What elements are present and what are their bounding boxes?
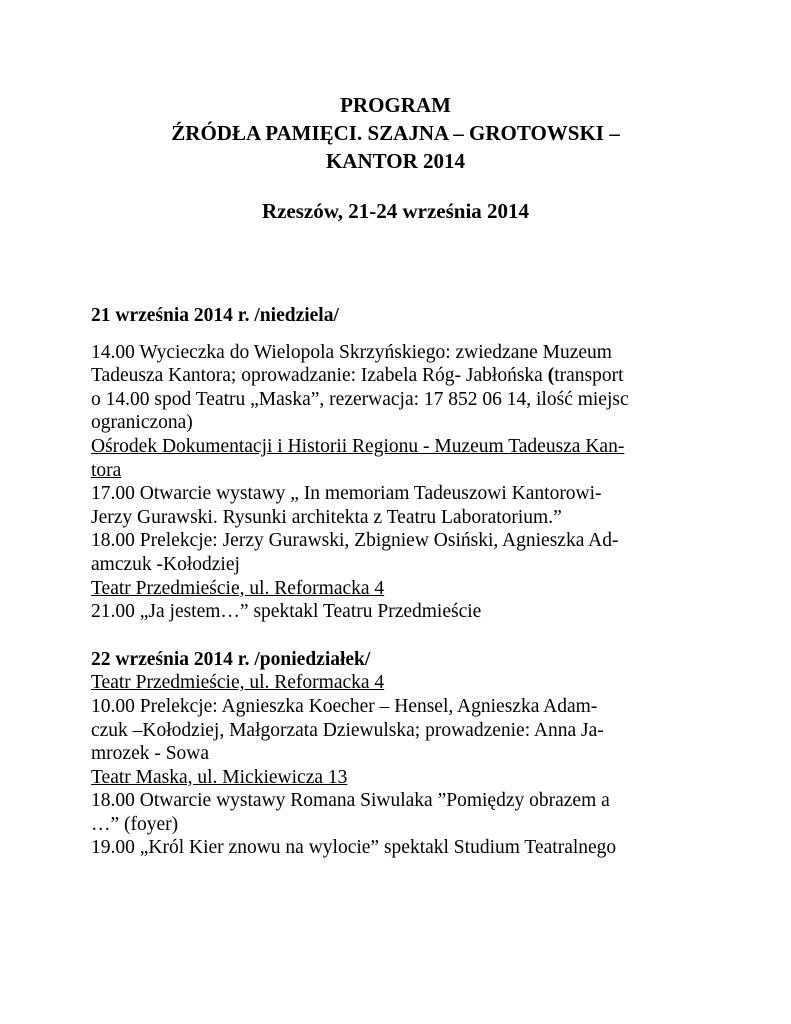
- festival-title-continued: KANTOR 2014: [325, 149, 466, 173]
- day2-event1-line3: mrozek - Sowa: [91, 743, 210, 765]
- day2-event1-line1: 10.00 Prelekcje: Agnieszka Koecher – Hensel, Agnieszka Adam-: [91, 695, 598, 717]
- day2-heading: 22 września 2014 r. /poniedziałek/: [91, 648, 371, 670]
- day1-heading: 21 września 2014 r. /niedziela/: [91, 305, 339, 326]
- day1-event2-line2: Jerzy Gurawski. Rysunki architekta z Teatru Laboratorium.”: [91, 506, 562, 528]
- day2-event2-line2: …” (foyer): [91, 813, 179, 835]
- day1-venue1-line1: Ośrodek Dokumentacji i Historii Regionu - Muzeum Tadeusza Kan-: [91, 435, 625, 457]
- day1-event3-line2: amczuk -Kołodziej: [91, 553, 240, 575]
- day1-event1-line2-end: transport: [554, 365, 624, 387]
- day2-event2-line1: 18.00 Otwarcie wystawy Romana Siwulaka ”Pomiędzy obrazem a: [91, 790, 610, 812]
- day1-event2-line1: 17.00 Otwarcie wystawy „ In memoriam Tadeuszowi Kantorowi-: [91, 483, 602, 505]
- day1-venue2: Teatr Przedmieście, ul. Reformacka 4: [91, 577, 385, 599]
- day2-event1-line2: czuk –Kołodziej, Małgorzata Dziewulska; prowadzenie: Anna Ja-: [91, 719, 604, 741]
- day1-venue1-line2: tora: [91, 459, 122, 481]
- day1-event3-line1: 18.00 Prelekcje: Jerzy Gurawski, Zbigniew Osiński, Agnieszka Ad-: [91, 530, 619, 552]
- day2-venue1: Teatr Przedmieście, ul. Reformacka 4: [91, 672, 385, 694]
- location-dates: Rzeszów, 21-24 września 2014: [261, 199, 530, 223]
- day1-event1-line3: o 14.00 spod Teatru „Maska”, rezerwacja: 17 852 06 14, ilość miejsc: [91, 388, 629, 410]
- program-content: [91, 304, 711, 860]
- program-title: PROGRAM: [340, 93, 451, 117]
- day2-event3: 19.00 „Król Kier znowu na wylocie” spektakl Studium Teatralnego: [91, 837, 617, 859]
- day1-event1-line1: 14.00 Wycieczka do Wielopola Skrzyńskiego: zwiedzane Muzeum: [91, 341, 612, 363]
- day1-event1-bold-paren: (: [547, 365, 555, 387]
- day1-event4: 21.00 „Ja jestem…” spektakl Teatru Przedmieście: [91, 601, 482, 623]
- day2-venue2: Teatr Maska, ul. Mickiewicza 13: [91, 766, 348, 788]
- day1-event1-line2-text: Tadeusza Kantora; oprowadzanie: Izabela Róg- Jabłońska: [91, 365, 548, 387]
- day1-event1-line2: [91, 364, 711, 388]
- day1-event1-line4: ograniczona): [91, 412, 193, 434]
- festival-title: ŹRÓDŁA PAMIĘCI. SZAJNA – GROTOWSKI –: [171, 121, 620, 145]
